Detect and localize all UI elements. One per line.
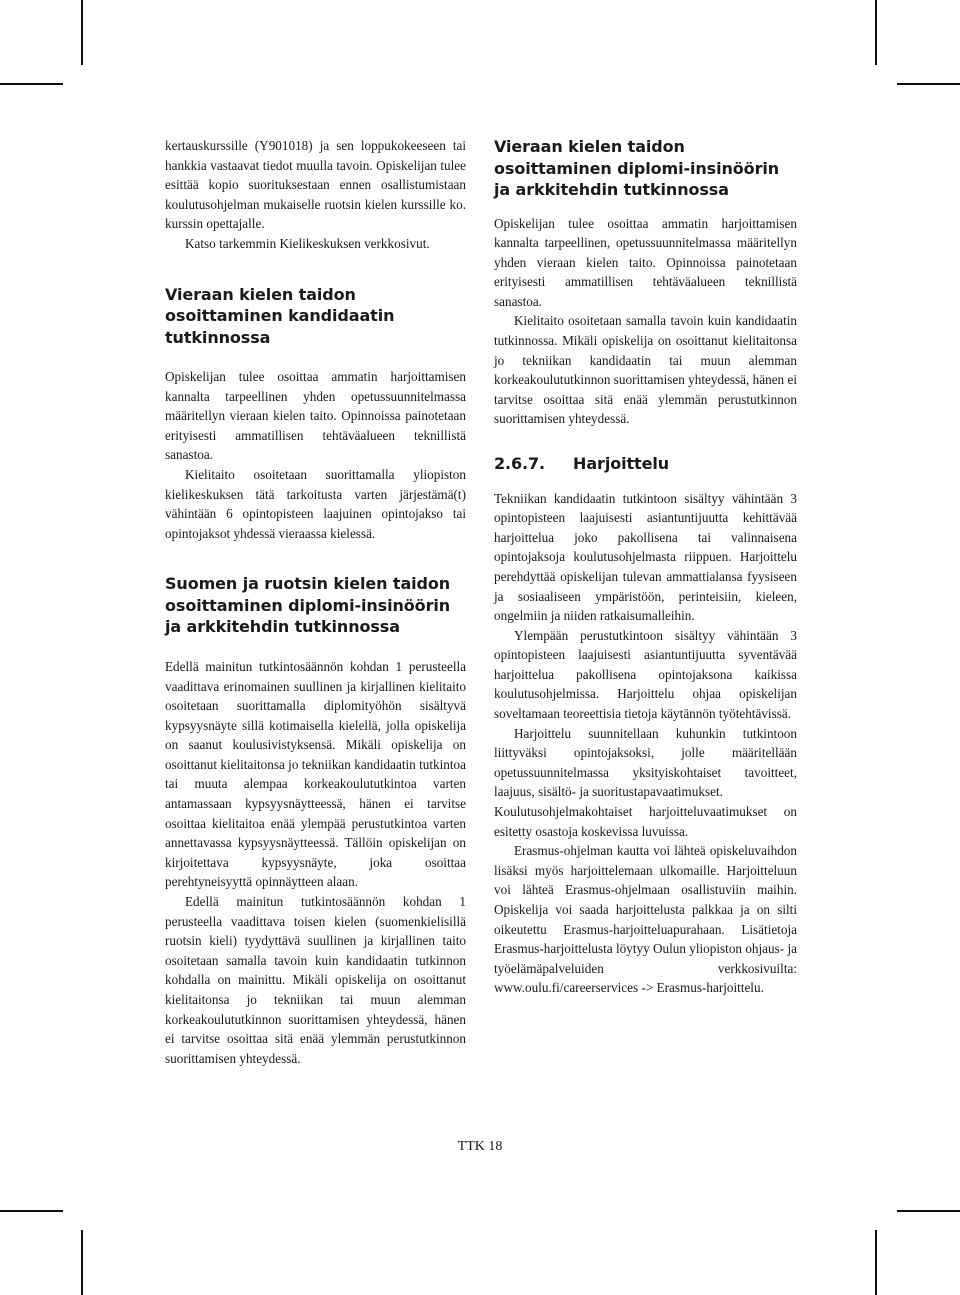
paragraph: Harjoittelu suunnitellaan kuhunkin tutkintoon liittyväksi opintojaksoksi, jolle määritellään opetussuunnitelmassa yksityiskohtaiset tavoitteet, laajuus, sisältö- ja suoritustapavaatimukset.: [494, 725, 797, 800]
section-heading-numbered: [494, 453, 797, 475]
section-heading: Vieraan kielen taidon osoittaminen diplomi-insinöörin ja arkkitehdin tutkinnossa: [494, 137, 780, 199]
section-title: Harjoittelu: [573, 454, 670, 474]
section-heading: Vieraan kielen taidon osoittaminen kandidaatin tutkinnossa: [165, 284, 395, 347]
paragraph: Kielitaito osoitetaan samalla tavoin kuin kandidaatin tutkinnossa. Mikäli opiskelija on osoittanut kielitaitonsa jo tekniikan kandidaatin tai muun alemman korkeakoulututkinnon suorittamisen yhteydessä, hänen ei tarvitse osoittaa sitä enää ylemmän perustutkinnon suorittamisen yhteydessä.: [494, 313, 797, 427]
section-heading: Suomen ja ruotsin kielen taidon osoittaminen diplomi-insinöörin ja arkkitehdin tutkinnossa: [165, 574, 451, 637]
crop-mark: [897, 83, 960, 85]
crop-mark: [0, 83, 63, 85]
paragraph: Opiskelijan tulee osoittaa ammatin harjoittamisen kannalta tarpeellinen, opetussuunnitelmassa määritellyn yhden vieraan kielen taito. Opinnoissa painotetaan erityisesti ammatillisen tehtäväalueen teknillistä sanastoa.: [494, 215, 797, 309]
page-number: TTK 18: [457, 1139, 503, 1154]
crop-mark: [875, 1230, 877, 1295]
left-column: [165, 136, 466, 1068]
paragraph: Katso tarkemmin Kielikeskuksen verkkosivut.: [185, 235, 430, 251]
paragraph: Koulutusohjelmakohtaiset harjoitteluvaatimukset on esitetty osastoja koskevissa luvuissa.: [494, 804, 797, 839]
paragraph: Tekniikan kandidaatin tutkintoon sisältyy vähintään 3 opintopisteen laajuisesti asiantuntijuutta kehittävää harjoittelua joko pakollisena tai valinnaisena opintojaksoja koulutusohjelmasta riippuen. Harjoittelu perehdyttää opiskelijan tulevan ammattialansa fyysiseen ja sosiaaliseen ympäristöön, perinteisiin, kieleen, ongelmiin ja niiden ratkaisumalleihin.: [494, 490, 797, 624]
paragraph: Opiskelijan tulee osoittaa ammatin harjoittamisen kannalta tarpeellinen yhden opetussuunnitelmassa määritellyn vieraan kielen taito. Opinnoissa painotetaan erityisesti ammatillisen tehtäväalueen teknillistä sanastoa.: [165, 369, 466, 463]
paragraph: Kielitaito osoitetaan suorittamalla yliopiston kielikeskuksen tätä tarkoitusta varten järjestämä(t) vähintään 6 opintopisteen laajuinen opintojakso tai opintojaksot yhdessä vieraassa kielessä.: [165, 467, 466, 541]
crop-mark: [81, 1230, 83, 1295]
paragraph: Edellä mainitun tutkintosäännön kohdan 1 perusteella vaadittava erinomainen suullinen ja kirjallinen kielitaito osoitetaan suorittamalla diplomityöhön sisältyvä kypsyysnäyte sillä kotimaisella kielellä, jolla opiskelija on saanut koulusivistyksensä. Mikäli opiskelija on osoittanut kielitaitonsa jo tekniikan kandidaatin tutkintoa tai muuta alempaa korkeakoulututkintoa varten antamassaan kypsyysnäytteessä, hänen ei tarvitse osoittaa kielitaitoa enää ylempää perustutkintoa varten annettavassa kypsyysnäytteessä. Tällöin opiskelijan on kirjoitettava kypsyysnäyte, joka osoittaa perehtyneisyyttä opinnäytteen alaan.: [165, 658, 466, 890]
crop-mark: [875, 0, 877, 65]
right-column: [494, 136, 797, 998]
paragraph: kertauskurssille (Y901018) ja sen loppukokeeseen tai hankkia vastaavat tiedot muulla tavoin. Opiskelijan tulee esittää kopio suorituksestaan ennen osallistumistaan koulutusohjelman mukaiselle ruotsin kielen kurssille ko. kurssin opettajalle.: [165, 138, 466, 232]
crop-mark: [0, 1210, 63, 1212]
paragraph: Edellä mainitun tutkintosäännön kohdan 1 perusteella vaadittava toisen kielen (suomenkielisillä ruotsin kieli) tyydyttävä suullinen ja kirjallinen taito osoitetaan samalla tavoin kuin kandidaatin tutkinnon kohdalla on mainittu. Mikäli opiskelija on osoittanut kielitaitonsa jo tekniikan tai muun alemman korkeakoulututkinnon suorittamisen yhteydessä, hänen ei tarvitse osoittaa sitä enää ylemmän perustutkinnon suorittamisen yhteydessä.: [165, 894, 466, 1066]
paragraph: Ylempään perustutkintoon sisältyy vähintään 3 opintopisteen laajuisesti asiantuntijuutta syventävää harjoittelua pakollisena opintojaksona kaikissa koulutusohjelmissa. Harjoittelu ohjaa opiskelijan soveltamaan teoreettisia tietoja käytännön työtehtävissä.: [494, 627, 797, 722]
paragraph: Erasmus-ohjelman kautta voi lähteä opiskeluvaihdon lisäksi myös harjoittelemaan ulkomaille. Harjoitteluun voi lähteä Erasmus-ohjelmaan osallistuviin maihin. Opiskelija voi saada harjoittelusta palkkaa ja on silti oikeutettu Erasmus-harjoitteluapurahaan. Lisätietoja Erasmus-harjoittelusta löytyy Oulun yliopiston ohjaus- ja työelämäpalveluiden verkkosivuilta: www.oulu.fi/careerservices -> Erasmus-harjoittelu.: [494, 843, 797, 996]
section-number: 2.6.7.: [494, 454, 546, 474]
crop-mark: [897, 1210, 960, 1212]
crop-mark: [81, 0, 83, 65]
